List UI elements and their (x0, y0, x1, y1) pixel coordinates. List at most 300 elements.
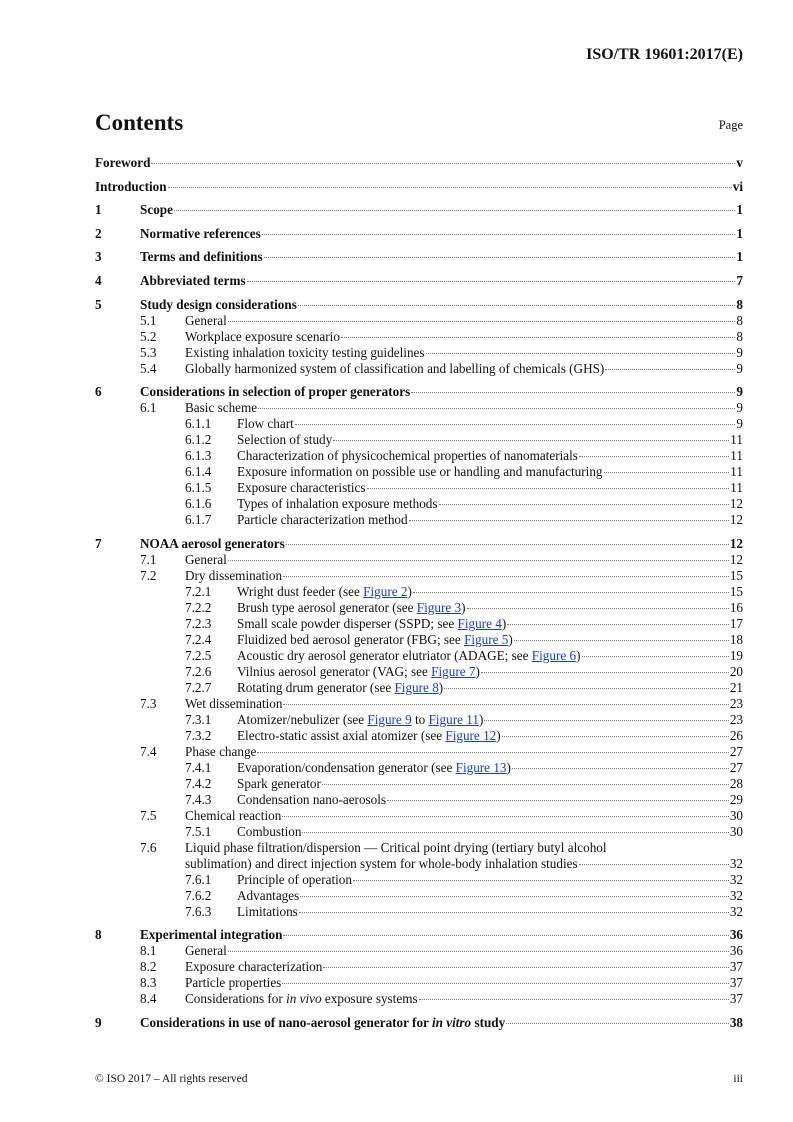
dot-leader (439, 504, 729, 505)
toc-entry-number: 5.4 (140, 360, 157, 376)
title-text: Terms and definitions (140, 249, 263, 265)
toc-entry[interactable] (95, 664, 743, 680)
toc-entry-title (237, 872, 352, 888)
dot-leader (444, 688, 729, 689)
toc-entry-title (140, 384, 410, 400)
title-text: Evaporation/condensation generator (see (237, 759, 456, 775)
title-text: General (185, 551, 227, 567)
title-text: ) (461, 599, 466, 615)
dot-leader (502, 736, 729, 737)
toc-entry[interactable] (95, 840, 743, 856)
toc-entry-title (185, 975, 281, 991)
toc-entry-page: 9 (736, 400, 743, 416)
toc-entry[interactable] (95, 384, 743, 400)
toc-entry[interactable] (95, 416, 743, 432)
toc-entry[interactable] (95, 943, 743, 959)
dot-leader (174, 210, 735, 211)
title-text: Basic scheme (185, 400, 258, 416)
toc-entry-number: 7.2.3 (185, 615, 212, 631)
page-column-label: Page (718, 118, 743, 132)
figure-link[interactable]: Figure 13 (455, 759, 507, 775)
toc-entry[interactable] (95, 464, 743, 480)
toc-entry-title (185, 361, 604, 377)
toc-entry[interactable] (95, 361, 743, 377)
copyright-notice: © ISO 2017 – All rights reserved (95, 1073, 248, 1085)
title-text: Electro-static assist axial atomizer (see (237, 727, 446, 743)
title-text: Experimental integration (140, 927, 283, 943)
toc-entry-number: 2 (95, 225, 102, 241)
dot-leader (579, 864, 729, 865)
toc-entry-page: v (736, 155, 743, 170)
toc-entry-page: 21 (729, 679, 743, 695)
toc-entry-title (185, 856, 578, 872)
toc-entry-title (185, 991, 418, 1007)
dot-leader (413, 592, 729, 593)
title-text: Globally harmonized system of classification and labelling of chemicals (GHS) (185, 360, 605, 376)
toc-entry[interactable] (95, 632, 743, 648)
toc-entry-number: 7.4 (140, 743, 157, 759)
toc-entry-title (140, 273, 246, 289)
title-text: Condensation nano-aerosols (237, 791, 387, 807)
toc-entry-page: 7 (736, 272, 743, 288)
toc-entry-title (237, 416, 294, 432)
title-text: ) (496, 727, 501, 743)
dot-leader (228, 560, 729, 561)
toc-entry-number: 7.2.1 (185, 583, 212, 599)
toc-entry-number: 6.1.2 (185, 432, 212, 448)
figure-link[interactable]: Figure 3 (416, 599, 462, 615)
toc-entry-page: 20 (729, 663, 743, 679)
toc-entry-title (185, 345, 425, 361)
figure-link[interactable]: Figure 8 (394, 679, 439, 695)
toc-entry-page: 8 (736, 296, 743, 312)
title-text: ) (438, 679, 444, 695)
toc-entry-title (140, 249, 263, 265)
toc-entry[interactable] (95, 155, 743, 171)
title-text: Considerations in selection of proper generators (140, 384, 411, 400)
title-text: Exposure characterization (185, 959, 323, 975)
dot-leader (298, 305, 736, 306)
toc-entry-number: 7.5 (140, 807, 157, 823)
toc-entry-title (140, 536, 285, 552)
toc-entry-page: 12 (729, 535, 743, 551)
toc-entry-number: 6.1.5 (185, 480, 212, 496)
toc-entry[interactable] (95, 904, 743, 920)
toc-entry-title (237, 792, 386, 808)
toc-entry-page: 9 (736, 360, 743, 376)
title-text: ) (576, 647, 581, 663)
toc-entry-title (185, 552, 227, 568)
dot-leader (264, 257, 736, 258)
title-text: Wright dust feeder (see (237, 583, 364, 599)
toc-entry[interactable] (95, 744, 743, 760)
toc-entry-page: 28 (729, 775, 743, 791)
title-text: ) (506, 759, 511, 775)
toc-entry[interactable] (95, 568, 743, 584)
toc-entry[interactable] (95, 552, 743, 568)
toc-entry-number: 7.6.3 (185, 903, 212, 919)
toc-entry[interactable] (95, 249, 743, 265)
toc-entry-page: 27 (729, 743, 743, 759)
toc-entry-number: 7 (95, 535, 102, 551)
toc-entry-title (237, 712, 483, 728)
dot-leader (282, 816, 729, 817)
dot-leader (283, 704, 728, 705)
toc-entry-title: Liquid phase filtration/dispersion — Critical point drying (tertiary butyl alcohol (185, 839, 607, 855)
toc-entry-title (185, 568, 282, 584)
italic-text: in vivo (286, 991, 322, 1007)
title-text: Small scale powder disperser (SSPD; see (237, 615, 458, 631)
dot-leader (333, 440, 729, 441)
toc-entry-title (237, 600, 466, 616)
figure-link[interactable]: Figure 12 (445, 727, 497, 743)
figure-link[interactable]: Figure 7 (431, 663, 476, 679)
figure-link[interactable]: Figure 11 (428, 711, 479, 727)
toc-entry[interactable] (95, 696, 743, 712)
toc-entry[interactable] (95, 512, 743, 528)
toc-entry-number: 7.3.1 (185, 711, 212, 727)
toc-entry-title (185, 329, 340, 345)
italic-text: in vitro (431, 1014, 472, 1030)
toc-entry-number: 7.4.2 (185, 775, 212, 791)
dot-leader (300, 896, 729, 897)
title-text: Characterization of physicochemical properties of nanomaterials (237, 448, 578, 464)
toc-entry-page: 36 (729, 943, 743, 959)
title-text: Spark generator (237, 775, 321, 791)
toc-entry-page: 15 (729, 567, 743, 583)
toc-entry[interactable] (95, 616, 743, 632)
toc-entry-page: 1 (736, 249, 743, 265)
toc-entry-number: 8.3 (140, 975, 157, 991)
toc-entry[interactable] (95, 712, 743, 728)
dot-leader (467, 608, 729, 609)
toc-entry-page: 11 (730, 448, 743, 464)
title-text: exposure systems (321, 991, 418, 1007)
title-text: Normative references (140, 225, 261, 241)
toc-entry[interactable] (95, 202, 743, 218)
title-text: Phase change (185, 743, 257, 759)
title-text: Vilnius aerosol generator (VAG; see (237, 663, 432, 679)
dot-leader (282, 983, 729, 984)
toc-entry-page: 37 (729, 991, 743, 1007)
dot-leader (481, 672, 729, 673)
dot-leader (302, 832, 728, 833)
toc-entry-page: 18 (729, 631, 743, 647)
toc-entry-page: 30 (729, 807, 743, 823)
dot-leader (604, 472, 730, 473)
toc-entry-number: 7.2.7 (185, 679, 212, 695)
toc-entry-title (140, 226, 261, 242)
dot-leader (283, 576, 729, 577)
toc-entry-number: 4 (95, 272, 102, 288)
toc-entry-title (95, 179, 167, 195)
toc-entry[interactable] (95, 728, 743, 744)
toc-entry-title (185, 943, 227, 959)
toc-entry-number: 8.4 (140, 991, 157, 1007)
toc-entry-title (237, 680, 443, 696)
title-text: Particle characterization method (237, 512, 408, 528)
toc-entry[interactable] (95, 959, 743, 975)
toc-entry[interactable] (95, 273, 743, 289)
title-text: General (185, 943, 227, 959)
toc-entry[interactable] (95, 975, 743, 991)
toc-entry-number: 7.3.2 (185, 727, 212, 743)
toc-entry-page: 26 (729, 727, 743, 743)
toc-entry-page: 16 (729, 599, 743, 615)
toc-entry-title (140, 1015, 505, 1031)
toc-entry[interactable] (95, 329, 743, 345)
title-text: Workplace exposure scenario (185, 328, 340, 344)
toc-entry-title (185, 696, 282, 712)
title-text: Scope (140, 202, 173, 218)
title-text: Particle properties (185, 975, 282, 991)
title-text: Atomizer/nebulizer (see (237, 711, 368, 727)
title-text: Principle of operation (237, 871, 352, 887)
figure-link[interactable]: Figure 9 (367, 711, 412, 727)
toc-entry[interactable] (95, 824, 743, 840)
title-text: Rotating drum generator (see (237, 679, 395, 695)
toc-entry-page: 11 (730, 480, 743, 496)
title-text: ) (407, 583, 412, 599)
toc-entry-title (185, 744, 256, 760)
toc-entry-title (237, 464, 603, 480)
toc-entry-number: 7.5.1 (185, 823, 212, 839)
dot-leader (283, 935, 728, 936)
title-text: Selection of study (237, 432, 333, 448)
document-id-header: ISO/TR 19601:2017(E) (586, 46, 743, 63)
toc-entry[interactable] (95, 448, 743, 464)
toc-entry-title (237, 512, 408, 528)
toc-entry-number: 6 (95, 384, 102, 400)
toc-entry-title (185, 313, 227, 329)
toc-entry-page: 11 (730, 464, 743, 480)
dot-leader (426, 353, 736, 354)
dot-leader (387, 800, 729, 801)
toc-entry-page: 8 (736, 312, 743, 328)
dot-leader (367, 488, 730, 489)
title-text: ) (475, 663, 480, 679)
title-text: Wet dissemination (185, 695, 283, 711)
toc-entry-number: 5 (95, 296, 102, 312)
toc-entry-title (185, 400, 257, 416)
toc-entry-number: 7.4.3 (185, 791, 212, 807)
toc-entry[interactable] (95, 1015, 743, 1031)
toc-entry-page: 29 (729, 791, 743, 807)
toc-entry-page: 23 (729, 695, 743, 711)
toc-entry-title (237, 824, 301, 840)
toc-entry-page: 32 (729, 855, 743, 871)
dot-leader (512, 768, 729, 769)
dot-leader (168, 187, 732, 188)
title-text: study (471, 1014, 506, 1030)
dot-leader (262, 234, 736, 235)
contents-title: Contents (95, 110, 184, 135)
toc-entry-number: 6.1.4 (185, 464, 212, 480)
title-text: ) (508, 631, 513, 647)
dot-leader (514, 640, 729, 641)
toc-entry-title (185, 808, 281, 824)
toc-entry-title (95, 155, 150, 171)
title-text: Exposure information on possible use or handling and manufacturing (237, 464, 603, 480)
toc-entry-page: 12 (729, 496, 743, 512)
dot-leader (295, 424, 736, 425)
toc-entry[interactable] (95, 872, 743, 888)
toc-entry[interactable] (95, 888, 743, 904)
title-text: to (411, 711, 429, 727)
toc-entry[interactable] (95, 927, 743, 943)
toc-entry-page: 23 (729, 711, 743, 727)
page-footer (95, 1073, 743, 1085)
toc-entry-page: 38 (729, 1014, 743, 1030)
toc-entry-number: 6.1.3 (185, 448, 212, 464)
toc-entry-page: 37 (729, 959, 743, 975)
toc-entry-page: vi (732, 178, 743, 194)
toc-entry[interactable] (95, 776, 743, 792)
toc-entry-title (237, 632, 513, 648)
toc-entry-page: 9 (736, 416, 743, 432)
title-text: General (185, 312, 227, 328)
title-text: Exposure characteristics (237, 480, 366, 496)
title-text: Combustion (237, 823, 302, 839)
toc-entry[interactable] (95, 536, 743, 552)
dot-leader (258, 408, 735, 409)
title-text: Fluidized bed aerosol generator (FBG; see (237, 631, 465, 647)
toc-entry-number: 6.1.1 (185, 416, 212, 432)
figure-link[interactable]: Figure 6 (531, 647, 577, 663)
title-text: Introduction (95, 178, 167, 194)
title-text: NOAA aerosol generators (140, 535, 285, 551)
toc-entry-title (140, 297, 297, 313)
toc-entry-number: 8.2 (140, 959, 157, 975)
toc-entry[interactable] (95, 584, 743, 600)
toc-entry-number: 3 (95, 249, 102, 265)
title-text: ) (501, 615, 507, 631)
dot-leader (506, 1023, 729, 1024)
toc-entry[interactable] (95, 297, 743, 313)
toc-entry-title (237, 648, 581, 664)
toc-entry[interactable] (95, 600, 743, 616)
toc-entry[interactable] (95, 808, 743, 824)
toc-entry-number: 7.3 (140, 695, 157, 711)
title-text: Existing inhalation toxicity testing guidelines (185, 344, 425, 360)
toc-entry[interactable] (95, 179, 743, 195)
toc-entry-number: 7.2.2 (185, 599, 212, 615)
page-number: iii (733, 1073, 743, 1085)
title-text: Abbreviated terms (140, 272, 246, 288)
figure-link[interactable]: Figure 2 (363, 583, 408, 599)
toc-entry-title (237, 888, 299, 904)
dot-leader (605, 369, 735, 370)
toc-entry-number: 8 (95, 927, 102, 943)
toc-entry-title (237, 448, 578, 464)
title-text: Foreword (95, 155, 151, 170)
toc-entry-number: 6.1.7 (185, 512, 212, 528)
toc-entry-page: 30 (729, 823, 743, 839)
toc-entry-page: 32 (729, 887, 743, 903)
dot-leader (484, 720, 728, 721)
toc-entry-title (237, 904, 298, 920)
table-of-contents (95, 155, 743, 1031)
toc-entry-continuation[interactable] (185, 856, 743, 872)
toc-entry[interactable] (95, 226, 743, 242)
toc-entry[interactable] (95, 400, 743, 416)
title-text: Study design considerations (140, 296, 297, 312)
toc-entry[interactable] (95, 991, 743, 1007)
toc-entry-title (237, 664, 480, 680)
toc-entry-page: 8 (736, 328, 743, 344)
toc-entry-page: 17 (729, 615, 743, 631)
toc-entry[interactable] (95, 496, 743, 512)
dot-leader (409, 520, 729, 521)
toc-entry-page: 36 (729, 927, 743, 943)
title-text: Limitations (237, 903, 298, 919)
title-text: sublimation) and direct injection system for whole-body inhalation studies (185, 855, 578, 871)
toc-entry[interactable] (95, 432, 743, 448)
title-text: Types of inhalation exposure methods (237, 496, 438, 512)
figure-link[interactable]: Figure 5 (464, 631, 509, 647)
toc-entry[interactable] (95, 680, 743, 696)
toc-entry-page: 19 (729, 647, 743, 663)
toc-entry-number: 7.4.1 (185, 759, 212, 775)
toc-entry[interactable] (95, 313, 743, 329)
dot-leader (411, 392, 735, 393)
dot-leader (579, 456, 729, 457)
toc-entry-page: 15 (729, 583, 743, 599)
dot-leader (323, 967, 729, 968)
dot-leader (419, 999, 729, 1000)
toc-entry-title (237, 432, 332, 448)
toc-entry[interactable] (95, 760, 743, 776)
title-text: Advantages (237, 887, 300, 903)
toc-entry-page: 9 (736, 344, 743, 360)
dot-leader (507, 624, 729, 625)
toc-entry-number: 7.2.4 (185, 631, 212, 647)
toc-entry[interactable] (95, 792, 743, 808)
toc-entry[interactable] (95, 480, 743, 496)
toc-entry-number: 5.3 (140, 344, 157, 360)
title-text: Dry dissemination (185, 567, 283, 583)
toc-entry-title (140, 202, 173, 218)
figure-link[interactable]: Figure 4 (457, 615, 502, 631)
toc-entry[interactable] (95, 345, 743, 361)
dot-leader (582, 656, 729, 657)
dot-leader (286, 544, 729, 545)
toc-entry-number: 1 (95, 202, 102, 218)
toc-entry[interactable] (95, 648, 743, 664)
toc-entry-title (237, 776, 321, 792)
toc-entry-page: 37 (729, 975, 743, 991)
toc-entry-title (237, 480, 366, 496)
dot-leader (247, 281, 736, 282)
toc-entry-number: 6.1 (140, 400, 157, 416)
toc-entry-title (237, 616, 506, 632)
toc-entry-number: 7.6 (140, 839, 157, 855)
toc-entry-page: 9 (736, 384, 743, 400)
title-text: Chemical reaction (185, 807, 282, 823)
toc-entry-title (140, 927, 282, 943)
toc-entry-number: 7.2 (140, 567, 157, 583)
dot-leader (322, 784, 729, 785)
toc-entry-number: 5.2 (140, 328, 157, 344)
toc-entry-number: 9 (95, 1014, 102, 1030)
title-text: ) (478, 711, 484, 727)
dot-leader (257, 752, 728, 753)
toc-entry-number: 5.1 (140, 312, 157, 328)
toc-entry-page: 11 (730, 432, 743, 448)
toc-entry-page: 32 (729, 871, 743, 887)
toc-entry-number: 6.1.6 (185, 496, 212, 512)
toc-entry-number: 7.2.5 (185, 647, 212, 663)
